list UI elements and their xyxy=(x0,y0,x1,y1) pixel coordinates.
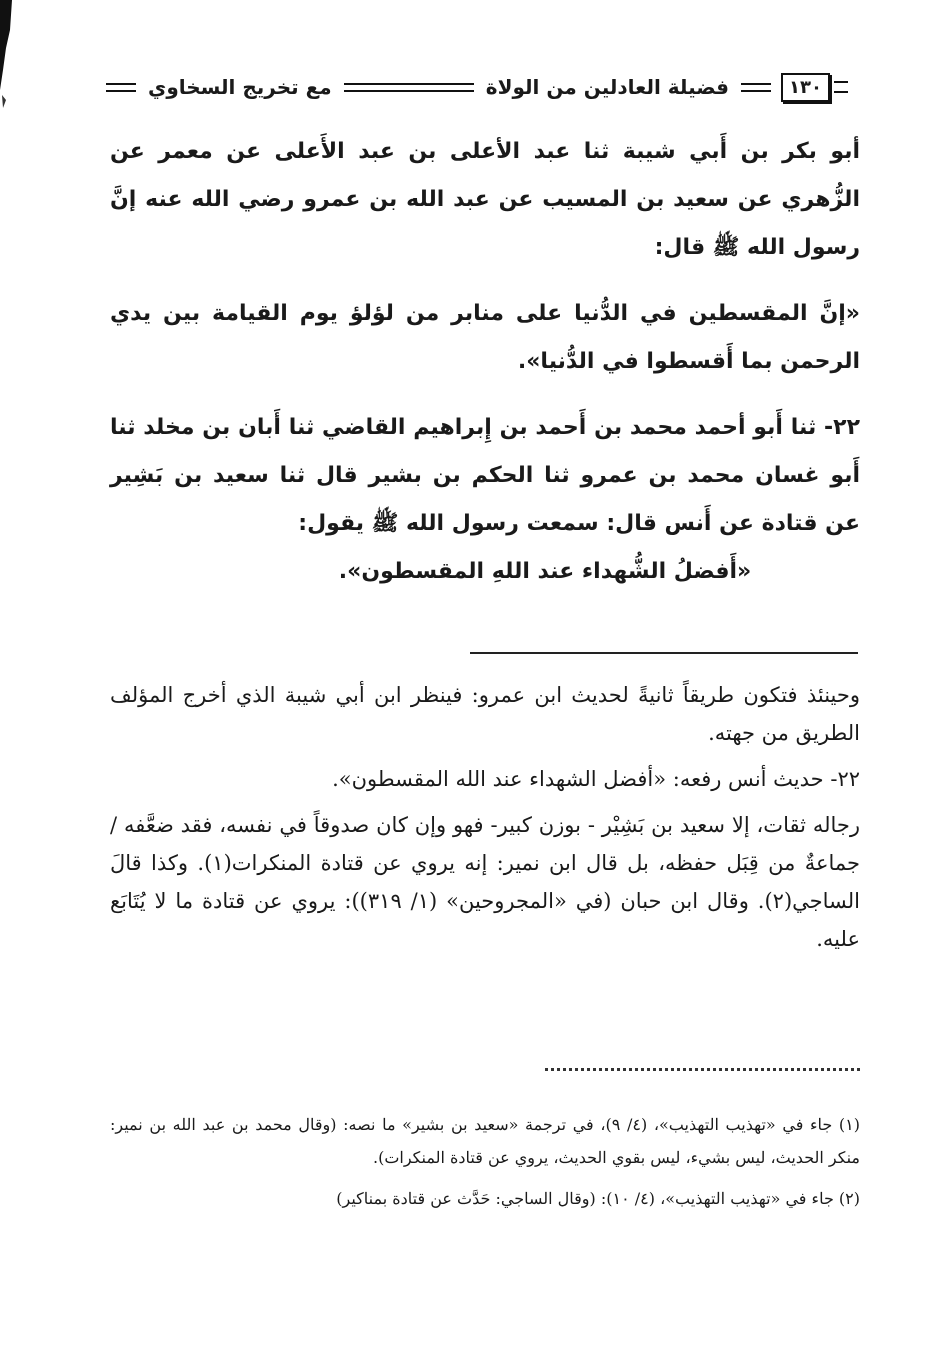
scan-edge-mark xyxy=(0,0,22,140)
commentary-paragraph: وحينئذ فتكون طريقاً ثانيةً لحديث ابن عمرو: فينظر ابن أبي شيبة الذي أخرج المؤلف الطريق من جهته. xyxy=(110,683,860,745)
hadith-22-isnad: ٢٢- ثنا أَبو أحمد محمد بن أَحمد بن إِبراهيم القاضي ثنا أَبان بن مخلد ثنا أَبو غسان محمد بن عمرو ثنا الحكم بن بشير قال ثنا سعيد بن بَشِير عن قتادة عن أَنس قال: سمعت رسول الله ﷺ يقول: xyxy=(110,415,860,536)
hadith-quote: «إنَّ المقسطين في الدُّنيا على منابر من لؤلؤ يوم القيامة بين يدي الرحمن بما أَقسطوا في الدُّنيا». xyxy=(110,301,860,374)
commentary-paragraph: رجاله ثقات، إلا سعيد بن بَشِيْر - بوزن كبير- فهو وإن كان صدوقاً في نفسه، فقد ضعَّفه / جماعةٌ من قِبَل حفظه، بل قال ابن نمير: إنه يروي عن قتادة المنكرات(١). وكذا قالَ الساجي(٢). وقال ابن حبان (في «المجروحين» (١/ ٣١٩)): يروي عن قتادة ما لا يُتَابَع عليه. xyxy=(110,813,860,951)
book-subtitle: مع تخريج السخاوي xyxy=(148,75,332,99)
header-rule-right xyxy=(834,81,848,93)
section-divider xyxy=(470,652,858,654)
main-text xyxy=(110,128,860,596)
header-rule-small xyxy=(741,83,771,92)
footnote-separator xyxy=(545,1068,860,1071)
book-title: فضيلة العادلين من الولاة xyxy=(485,75,730,99)
header-rule-left xyxy=(106,83,136,92)
running-header xyxy=(100,62,848,112)
isnad-paragraph: أبو بكر بن أَبي شيبة ثنا عبد الأعلى بن عبد الأَعلى عن معمر عن الزُّهري عن سعيد بن المسيب عن عبد الله بن عمرو رضي الله عنه إنَّ رسول الله ﷺ قال: xyxy=(110,139,860,260)
footnotes xyxy=(110,1108,860,1215)
hadith-22-quote: «أَفضلُ الشُّهداء عند اللهِ المقسطون». xyxy=(338,559,752,584)
footnote-1: (١) جاء في «تهذيب التهذيب»، (٤/ ٩)، في ترجمة «سعيد بن بشير» ما نصه: (وقال محمد بن عبد الله بن نمير: منكر الحديث، ليس بشيء، ليس بقوي الحديث، يروي عن قتادة المنكرات). xyxy=(110,1115,861,1167)
commentary-paragraph: ٢٢- حديث أنس رفعه: «أفضل الشهداء عند الله المقسطون». xyxy=(332,767,860,791)
footnote-2: (٢) جاء في «تهذيب التهذيب»، (٤/ ١٠): (وقال الساجي: حَدَّث عن قتادة بمناكير) xyxy=(336,1189,860,1208)
commentary-text xyxy=(110,676,860,958)
header-rule-middle xyxy=(344,83,474,92)
page-number: ١٣٠ xyxy=(781,73,830,102)
